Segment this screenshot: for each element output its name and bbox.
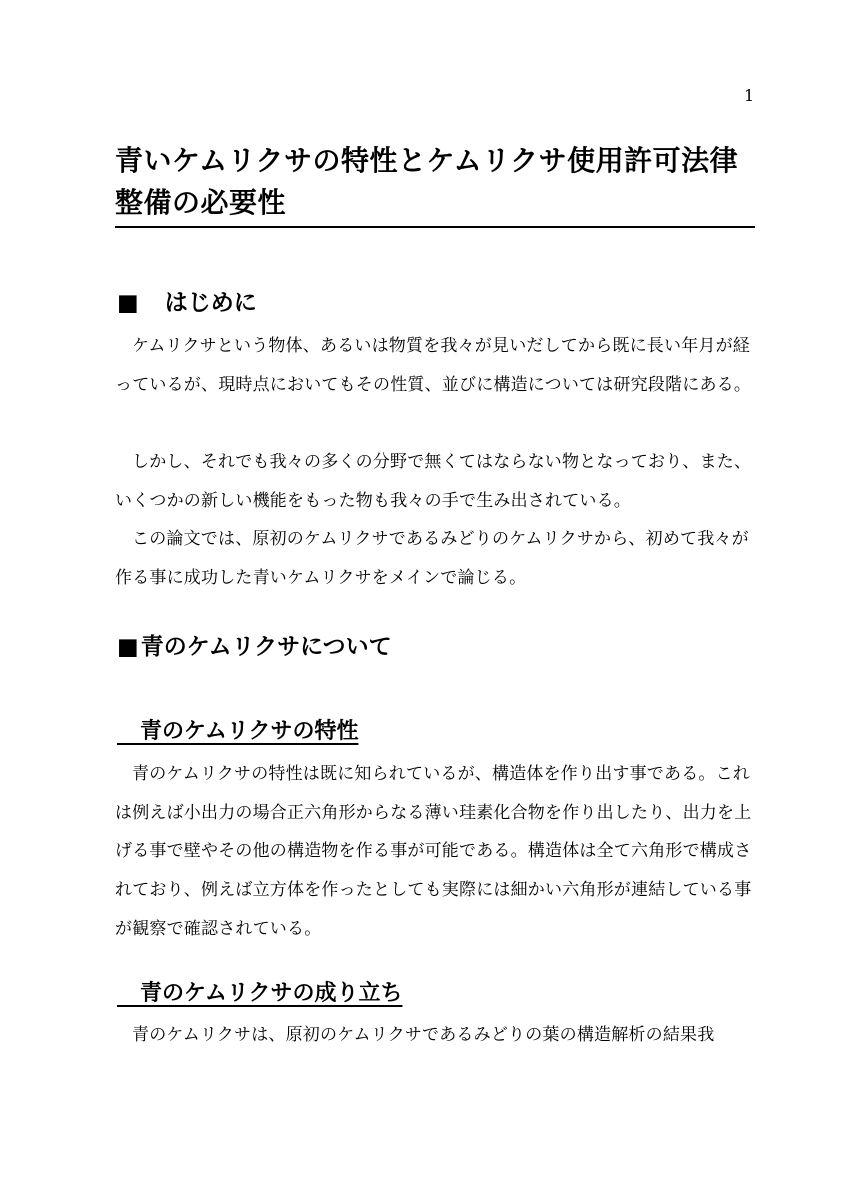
subsection-heading-characteristics <box>117 717 358 747</box>
square-bullet-icon: ■ <box>117 634 139 660</box>
page-number: 1 <box>744 86 755 105</box>
section-heading-blue-kemurikusa <box>117 632 392 662</box>
title-block <box>115 140 755 228</box>
document-title: 青いケムリクサの特性とケムリクサ使用許可法律整備の必要性 <box>115 144 739 219</box>
paragraph: この論文では、原初のケムリクサであるみどりのケムリクサから、初めて我々が作る事に成功した青いケムリクサをメインで論じる。 <box>115 529 749 588</box>
subsection-heading-text: 青のケムリクサの成り立ち <box>139 981 403 1006</box>
section-heading-introduction <box>117 288 257 318</box>
paragraph: ケムリクサという物体、あるいは物質を我々が見いだしてから既に長い年月が経っているが、現時点においてもその性質、並びに構造については研究段階にある。 <box>115 336 752 395</box>
square-bullet-icon: ■ <box>117 290 139 316</box>
section-heading-text: はじめに <box>164 290 257 316</box>
subsection-heading-origin <box>117 979 402 1009</box>
section-heading-text: 青のケムリクサについて <box>140 634 392 660</box>
paragraph: 青のケムリクサの特性は既に知られているが、構造体を作り出す事である。これは例えば小出力の場合正六角形からなる薄い珪素化合物を作り出したり、出力を上げる事で壁やその他の構造物を作る事が可能である。構造体は全て六角形で構成されており、例えば立方体を作ったとしても実際には細かい六角形が連結している事が観察で確認されている。 <box>115 764 752 939</box>
subsection-heading-text: 青のケムリクサの特性 <box>139 719 359 744</box>
paragraph: 青のケムリクサは、原初のケムリクサであるみどりの葉の構造解析の結果我 <box>132 1025 715 1045</box>
paragraph: しかし、それでも我々の多くの分野で無くてはならない物となっており、また、いくつかの新しい機能をもった物も我々の手で生み出されている。 <box>115 452 752 511</box>
